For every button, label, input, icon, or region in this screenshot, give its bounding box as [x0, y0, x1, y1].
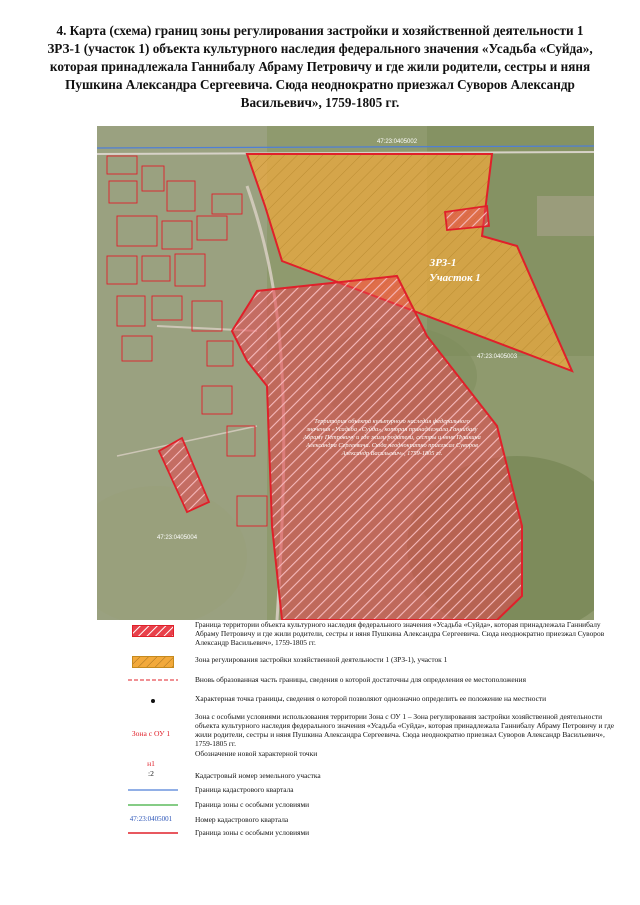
- legend-cad-number-symbol: :2: [148, 769, 154, 778]
- legend-special-border-2-text: Граница зоны с особыми условиями: [195, 828, 310, 837]
- legend-new-border-line: [128, 678, 178, 682]
- legend-special-border-2-line: [128, 831, 178, 835]
- legend-cad-number-text: Кадастровый номер земельного участка: [195, 771, 321, 780]
- legend-zone-text: Зона регулирования застройки хозяйственной деятельности 1 (ЗРЗ-1), участок 1: [195, 655, 448, 664]
- legend-special-border-line: [128, 803, 178, 807]
- map-view[interactable]: [97, 126, 594, 620]
- legend-new-point-symbol: н1: [147, 759, 155, 768]
- legend-quarter-border-text: Граница кадастрового квартала: [195, 785, 294, 794]
- zone-label-1: ЗРЗ-1: [429, 257, 457, 269]
- legend-new-border-text: Вновь образованная часть границы, сведения о которой достаточны для определения ее местоположения: [195, 675, 526, 684]
- legend-quarter-number-text: Номер кадастрового квартала: [195, 815, 289, 824]
- legend-quarter-number-symbol: 47:23:0405001: [129, 815, 173, 823]
- quarter-label-right: 47:23:0405003: [477, 354, 518, 360]
- legend-new-point-text: Обозначение новой характерной точки: [195, 749, 318, 758]
- map-canvas: [97, 126, 594, 620]
- legend-point-text: Характерная точка границы, сведения о которой позволяют однозначно определить ее положение на местности: [195, 694, 547, 703]
- territory-label-box: [302, 418, 482, 528]
- legend-special-border-text: Граница зоны с особыми условиями: [195, 800, 310, 809]
- legend-zone-swatch: [132, 656, 174, 668]
- territory-label: Территория объекта культурного наследия федерального значения «Усадьба «Суйда», которая принадлежала Ганнибалу Абраму Петровичу и где жили родители, сестры и няня Пушкина Александра Сергеевича. Сюда неоднократно приезжал Суворов Александр Васильевич», 1759-1805 гг.: [303, 418, 481, 457]
- zone-label-2: Участок 1: [429, 272, 481, 284]
- legend-point-symbol: [150, 698, 156, 704]
- quarter-label-top: 47:23:0405002: [377, 139, 418, 145]
- legend-special-symbol: Зона с ОУ 1: [131, 729, 171, 738]
- quarter-label-left: 47:23:0405004: [157, 535, 198, 541]
- legend-special-text: Зона с особыми условиями использования территории Зона с ОУ 1 – Зона регулирования застройки хозяйственной деятельности объекта культурного наследия федерального значения «Усадьба «Суйда», которая принадлежала Ганнибалу Абраму Петровичу и где жили родители, сестры и няня Пушкина Александра Сергеевича. Сюда неоднократно приезжал Суворов Александр Васильевич», 1759-1805 гг.: [195, 712, 614, 748]
- legend-territory-text: Граница территории объекта культурного наследия федерального значения «Усадьба «Суйда», которая принадлежала Ганнибалу Абраму Петровичу и где жили родители, сестры и няня Пушкина Александра Сергеевича. Сюда неоднократно приезжал Суворов Александр Васильевич», 1759-1805 гг.: [195, 620, 605, 647]
- map-title: 4. Карта (схема) границ зоны регулирования застройки и хозяйственной деятельности 1 ЗРЗ-1 (участок 1) объекта культурного наследия федерального значения «Усадьба «Суйда», которая принадлежала Ганнибалу Абраму Петровичу и где жили родители, сестры и няня Пушкина Александра Сергеевича. Сюда неоднократно приезжал Суворов Александр Васильевич», 1759-1805 гг.: [47, 23, 593, 110]
- legend-territory-swatch: [132, 625, 174, 637]
- legend-quarter-border-line: [128, 788, 178, 792]
